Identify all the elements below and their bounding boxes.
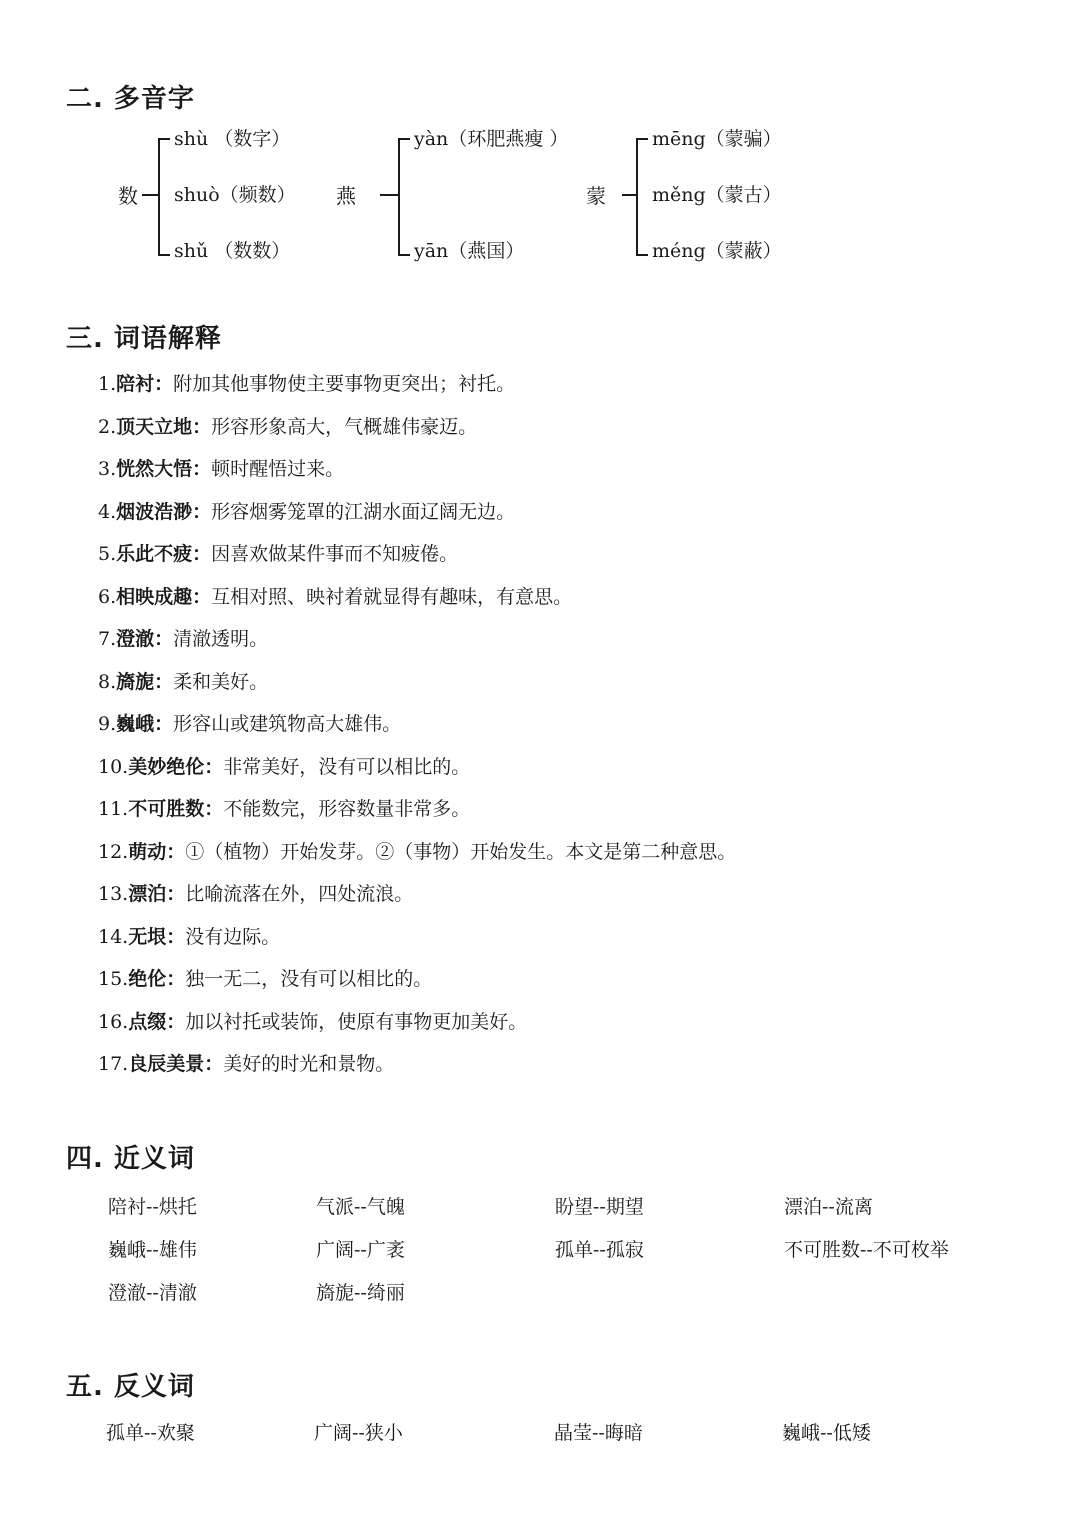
definition-text: 形容山或建筑物高大雄伟。 [173,713,402,735]
polyphonic-char: 蒙 [586,184,606,208]
definition-item: 17.良辰美景：美好的时光和景物。 [98,1053,395,1075]
synonym-pair: 澄澈--清澈 [108,1282,197,1304]
section-title-definitions: 三. 词语解释 [66,324,222,354]
definition-text: 独一无二，没有可以相比的。 [185,968,433,990]
definition-term: 烟波浩渺 [116,500,193,523]
definition-item: 1.陪衬：附加其他事物使主要事物更突出；衬托。 [98,373,516,395]
definition-term: 不可胜数 [128,798,205,820]
reading-item: méng（蒙蔽） [652,240,782,262]
definition-term: 巍峨 [116,713,155,735]
definition-text: 没有边际。 [185,925,281,948]
definition-term: 乐此不疲 [116,543,193,565]
definition-term: 陪衬 [116,373,155,395]
polyphonic-char: 数 [118,184,138,208]
definition-term: 无垠 [128,925,167,948]
brace [158,138,170,256]
section-title-polyphonic: 二. 多音字 [66,84,195,114]
definition-item: 4.烟波浩渺：形容烟雾笼罩的江湖水面辽阔无边。 [98,500,516,523]
definition-term: 漂泊 [128,883,167,905]
polyphonic-group-shu [118,118,338,268]
brace [636,138,648,256]
synonym-pair: 孤单--孤寂 [555,1239,644,1261]
reading-item: shǔ （数数） [174,240,291,262]
definition-item: 9.巍峨：形容山或建筑物高大雄伟。 [98,713,402,735]
definition-term: 旖旎 [116,670,155,693]
definition-text: 附加其他事物使主要事物更突出；衬托。 [173,373,516,395]
definition-text: 不能数完，形容数量非常多。 [223,798,471,820]
definition-text: 比喻流落在外，四处流浪。 [185,883,414,905]
definition-text: ①（植物）开始发芽。②（事物）开始发生。本文是第二种意思。 [185,840,737,863]
definition-item: 6.相映成趣：互相对照、映衬着就显得有趣味，有意思。 [98,585,573,608]
definition-term: 点缀 [128,1010,167,1033]
brace-stub [142,194,158,196]
polyphonic-group-yan [336,118,596,268]
definition-item: 7.澄澈：清澈透明。 [98,628,269,650]
definition-list [98,366,736,1089]
definition-item: 11.不可胜数：不能数完，形容数量非常多。 [98,798,471,820]
definition-item: 8.旖旎：柔和美好。 [98,670,269,693]
definition-text: 顿时醒悟过来。 [211,458,345,480]
antonym-pair: 晶莹--晦暗 [554,1422,643,1444]
reading-item: měng（蒙古） [652,184,782,206]
definition-item: 12.萌动：①（植物）开始发芽。②（事物）开始发生。本文是第二种意思。 [98,840,737,863]
definition-item: 2.顶天立地：形容形象高大，气概雄伟豪迈。 [98,415,478,438]
definition-text: 美好的时光和景物。 [223,1053,395,1075]
polyphonic-char: 燕 [336,184,356,208]
synonym-pair: 巍峨--雄伟 [108,1239,197,1261]
definition-text: 因喜欢做某件事而不知疲倦。 [211,543,459,565]
synonym-pair: 旖旎--绮丽 [316,1282,405,1304]
reading-item: mēng（蒙骗） [652,128,782,150]
definition-text: 清澈透明。 [173,628,269,650]
definition-text: 互相对照、映衬着就显得有趣味，有意思。 [211,585,573,608]
definition-text: 加以衬托或装饰，使原有事物更加美好。 [185,1010,528,1033]
definition-item: 5.乐此不疲：因喜欢做某件事而不知疲倦。 [98,543,459,565]
definition-term: 恍然大悟 [116,458,193,480]
synonym-pair: 不可胜数--不可枚举 [784,1239,949,1261]
definition-item: 16.点缀：加以衬托或装饰，使原有事物更加美好。 [98,1010,528,1033]
definition-term: 绝伦 [128,968,167,990]
synonym-pair: 盼望--期望 [555,1196,644,1218]
antonym-pair: 巍峨--低矮 [782,1422,871,1444]
synonym-pair: 漂泊--流离 [784,1196,873,1218]
definition-text: 非常美好，没有可以相比的。 [223,755,471,778]
definition-item: 3.恍然大悟：顿时醒悟过来。 [98,458,345,480]
synonym-pair: 陪衬--烘托 [108,1196,197,1218]
definition-item: 14.无垠：没有边际。 [98,925,281,948]
brace [398,138,410,256]
reading-item: yàn（环肥燕瘦 ） [414,128,569,150]
synonym-pair: 气派--气魄 [316,1196,405,1218]
reading-item: shù （数字） [174,128,291,150]
antonym-pair: 广阔--狭小 [314,1422,403,1444]
definition-item: 15.绝伦：独一无二，没有可以相比的。 [98,968,433,990]
polyphonic-group-meng [586,118,816,268]
antonym-pair: 孤单--欢聚 [106,1422,195,1444]
brace-stub [380,194,398,196]
definition-text: 形容烟雾笼罩的江湖水面辽阔无边。 [211,500,516,523]
definition-text: 形容形象高大，气概雄伟豪迈。 [211,415,478,438]
definition-term: 顶天立地 [116,415,193,438]
section-title-antonyms: 五. 反义词 [66,1372,195,1402]
definition-term: 良辰美景 [128,1053,205,1075]
definition-text: 柔和美好。 [173,670,269,693]
reading-item: shuò（频数） [174,184,296,206]
definition-term: 相映成趣 [116,585,193,608]
definition-term: 萌动 [128,840,167,863]
section-title-synonyms: 四. 近义词 [66,1144,195,1174]
definition-term: 美妙绝伦 [128,755,205,778]
definition-item: 10.美妙绝伦：非常美好，没有可以相比的。 [98,755,471,778]
definition-item: 13.漂泊：比喻流落在外，四处流浪。 [98,883,414,905]
definition-term: 澄澈 [116,628,155,650]
brace-stub [622,194,636,196]
reading-item: yān（燕国） [414,240,525,262]
synonym-pair: 广阔--广袤 [316,1239,405,1261]
